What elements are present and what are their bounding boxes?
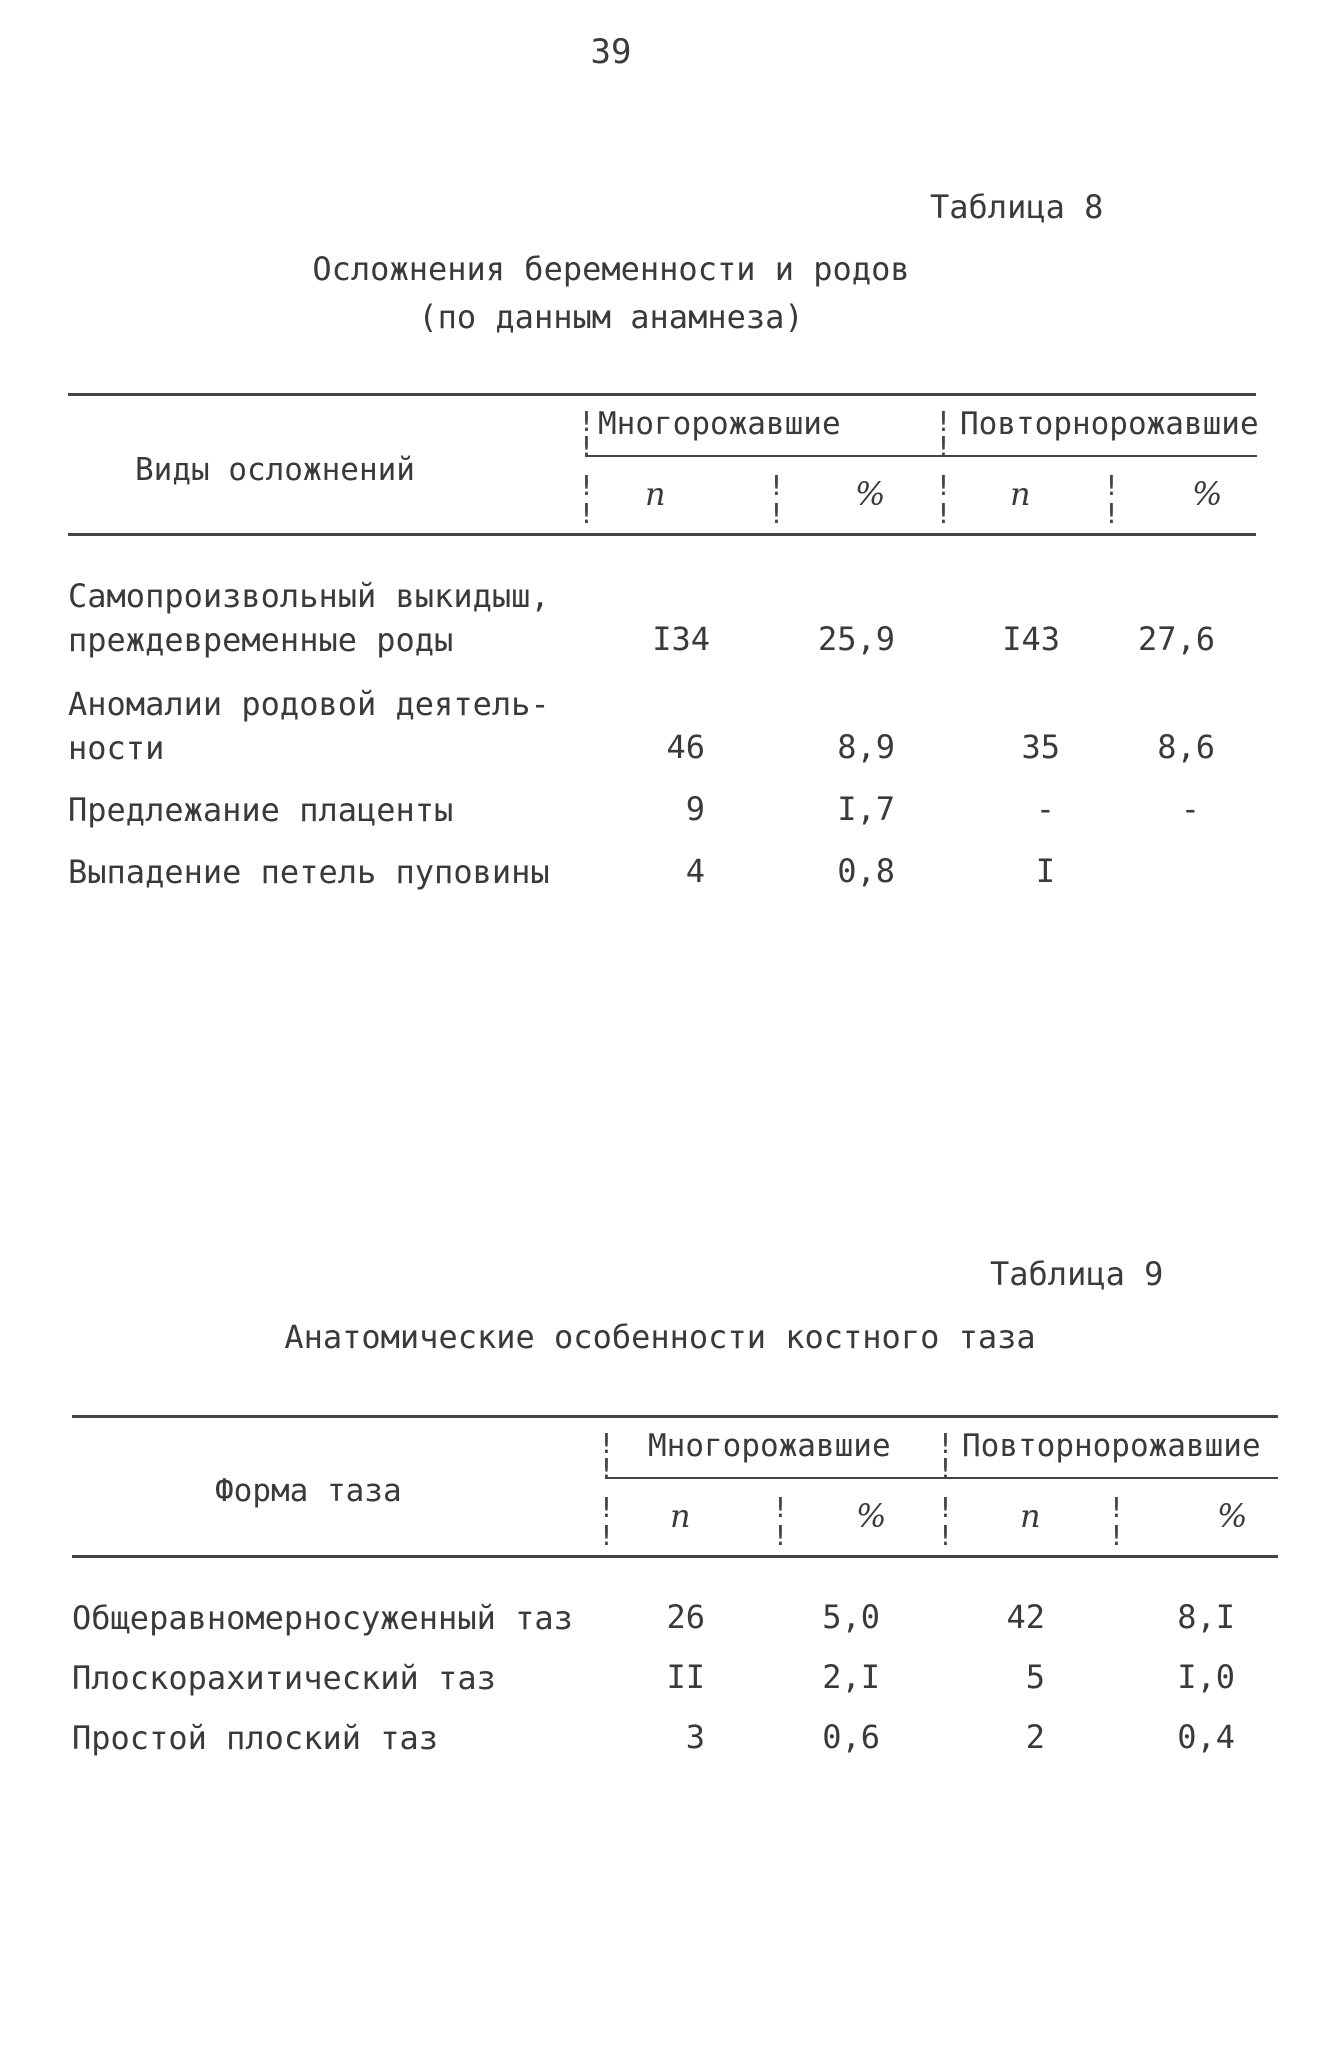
table-9-separator: ! [598,1427,615,1460]
table-8-group2: Повторнорожавшие [960,406,1259,442]
cell-n1: 4 [685,852,705,890]
cell-n1: 26 [666,1598,705,1636]
table-8-separator: ! [935,469,952,502]
table-8-separator: ! [1103,469,1120,502]
cell-p2: I,0 [1177,1658,1235,1696]
cell-n1: I34 [652,620,710,658]
table-9-pct-1: % [856,1497,887,1535]
cell-p2: 8,6 [1157,728,1215,766]
cell-n2: - [1035,790,1055,828]
cell-p1: 0,6 [822,1718,880,1756]
table-9-group1: Многорожавшие [648,1428,891,1464]
table-8-separator: ! [935,405,952,438]
cell-p1: 2,I [822,1658,880,1696]
table-9-separator: ! [937,1519,954,1552]
cell-n2: 5 [1025,1658,1045,1696]
table-8-col-header: Виды осложнений [135,452,415,488]
cell-p2: 27,6 [1137,620,1215,658]
table-9-n-1: n [670,1497,691,1535]
table-9-pct-2: % [1217,1497,1248,1535]
table-8-separator: ! [578,497,595,530]
cell-p2: - [1180,790,1200,828]
cell-n1: 9 [685,790,705,828]
cell-n2: 2 [1025,1718,1045,1756]
table-9-title: Анатомические особенности костного таза [284,1318,1036,1356]
table-9-header-rule [72,1555,1278,1558]
cell-p1: 25,9 [817,620,895,658]
page-number: 39 [590,32,632,72]
table-8-separator: ! [578,430,595,463]
table-8-pct-1: % [855,475,886,513]
cell-n2: 42 [1006,1598,1045,1636]
cell-p2: 0,4 [1177,1718,1235,1756]
table-9-separator: ! [1108,1491,1125,1524]
table-8-separator: ! [1103,497,1120,530]
table-9-top-rule [72,1415,1278,1418]
row-label: Плоскорахитический таз [72,1659,496,1697]
table-8-header-rule [68,533,1256,536]
table-9-separator: ! [772,1491,789,1524]
row-label: Предлежание плаценты [68,791,454,829]
table-8-separator: ! [935,497,952,530]
table-9-separator: ! [937,1452,954,1485]
table-8-title-line2: (по данным анамнеза) [418,298,804,336]
table-9-separator: ! [772,1519,789,1552]
table-8-separator: ! [935,430,952,463]
cell-n1: II [666,1658,705,1696]
table-8-separator: ! [578,469,595,502]
table-9-separator: ! [1108,1519,1125,1552]
table-8-group1: Многорожавшие [598,406,841,442]
cell-p1: 8,9 [837,728,895,766]
cell-n1: 3 [685,1718,705,1756]
table-8-pct-2: % [1192,475,1223,513]
row-label: Аномалии родовой деятель- [68,685,550,723]
table-8-n-1: n [645,475,666,513]
row-label: преждевременные роды [68,621,454,659]
cell-p1: I,7 [837,790,895,828]
cell-p1: 5,0 [822,1598,880,1636]
row-label: Простой плоский таз [72,1719,439,1757]
cell-n2: I43 [1002,620,1060,658]
cell-n2: 35 [1021,728,1060,766]
table-9-separator: ! [598,1452,615,1485]
row-label: ности [68,729,165,767]
cell-p2: 8,I [1177,1598,1235,1636]
table-8-label: Таблица 8 [930,188,1104,226]
table-8-n-2: n [1010,475,1031,513]
row-label: Общеравномерносуженный таз [72,1599,573,1637]
table-9-separator: ! [598,1491,615,1524]
table-8-separator: ! [768,497,785,530]
cell-n2: I [1035,852,1055,890]
table-8-group-rule [585,455,1257,457]
table-8-title-line1: Осложнения беременности и родов [312,250,910,288]
table-9-group2: Повторнорожавшие [962,1428,1261,1464]
row-label: Самопроизвольный выкидыш, [68,577,550,615]
row-label: Выпадение петель пуповины [68,853,550,891]
table-9-n-2: n [1020,1497,1041,1535]
table-9-separator: ! [937,1491,954,1524]
table-9-separator: ! [598,1519,615,1552]
table-8-separator: ! [768,469,785,502]
cell-p1: 0,8 [837,852,895,890]
table-9-label: Таблица 9 [990,1255,1164,1293]
table-8-separator: ! [578,405,595,438]
table-8-top-rule [68,393,1256,396]
cell-n1: 46 [666,728,705,766]
table-9-separator: ! [937,1427,954,1460]
table-9-col-header: Форма таза [215,1473,402,1509]
